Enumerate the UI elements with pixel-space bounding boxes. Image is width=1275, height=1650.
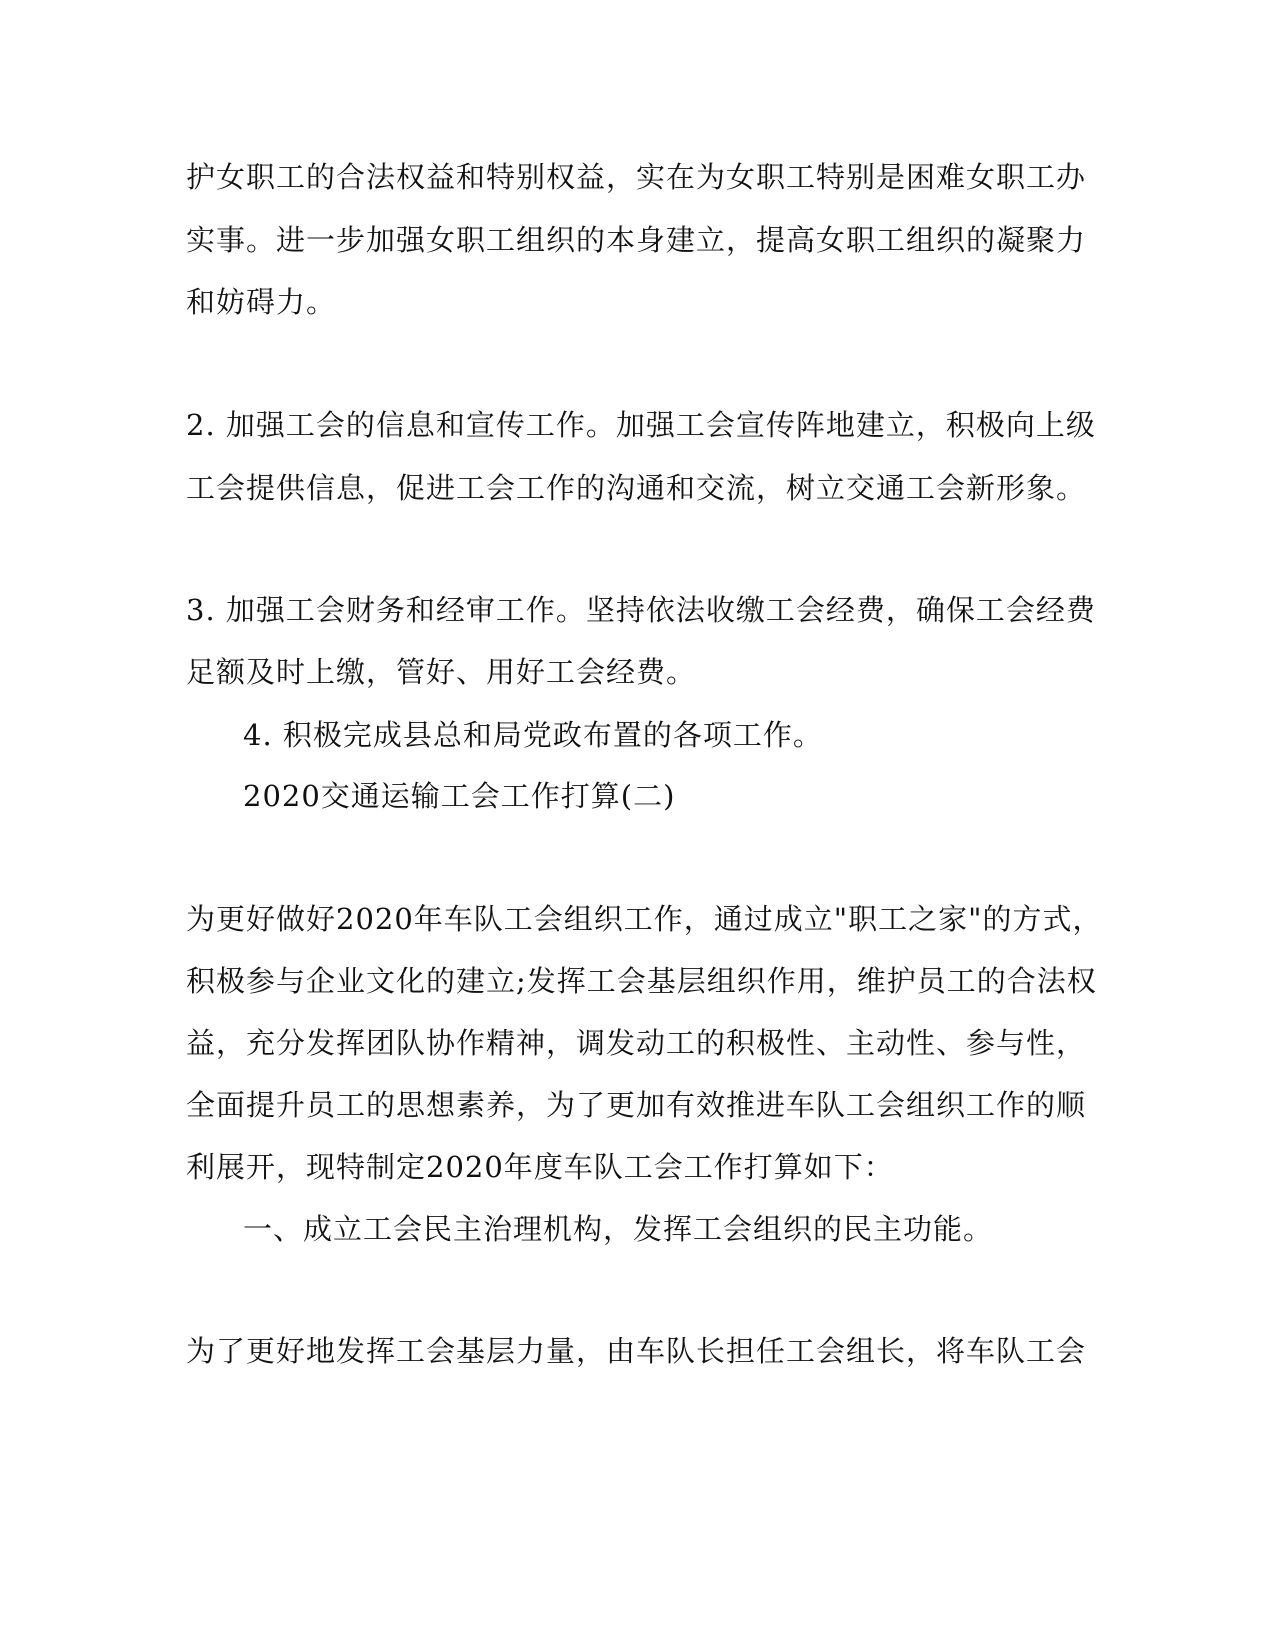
- text-line: 为了更好地发挥工会基层力量，由车队长担任工会组长，将车队工会: [186, 1334, 1087, 1368]
- text-line: 全面提升员工的思想素养，为了更加有效推进车队工会组织工作的顺: [186, 1088, 1087, 1122]
- text-line: 实事。进一步加强女职工组织的本身建立，提高女职工组织的凝聚力: [186, 223, 1087, 257]
- text-line: 益，充分发挥团队协作精神，调发动工的积极性、主动性、参与性，: [186, 1026, 1087, 1060]
- text-line: 积极参与企业文化的建立;发挥工会基层组织作用，维护员工的合法权: [186, 964, 1097, 998]
- text-line: 为更好做好2020年车队工会组织工作，通过成立"职工之家"的方式，: [186, 902, 1103, 936]
- text-line: 2. 加强工会的信息和宣传工作。加强工会宣传阵地建立，积极向上级: [186, 408, 1096, 442]
- list-item: 4. 积极完成县总和局党政布置的各项工作。: [243, 718, 823, 752]
- text-line: 护女职工的合法权益和特别权益，实在为女职工特别是困难女职工办: [186, 160, 1087, 194]
- text-line: 利展开，现特制定2020年度车队工会工作打算如下：: [186, 1150, 894, 1184]
- text-line: 工会提供信息，促进工会工作的沟通和交流，树立交通工会新形象。: [186, 471, 1087, 505]
- text-line: 3. 加强工会财务和经审工作。坚持依法收缴工会经费，确保工会经费: [186, 593, 1096, 627]
- text-line: 足额及时上缴，管好、用好工会经费。: [186, 655, 697, 689]
- subsection-heading: 一、成立工会民主治理机构，发挥工会组织的民主功能。: [243, 1212, 994, 1246]
- text-line: 和妨碍力。: [186, 285, 337, 319]
- section-heading: 2020交通运输工会工作打算(二): [243, 779, 676, 813]
